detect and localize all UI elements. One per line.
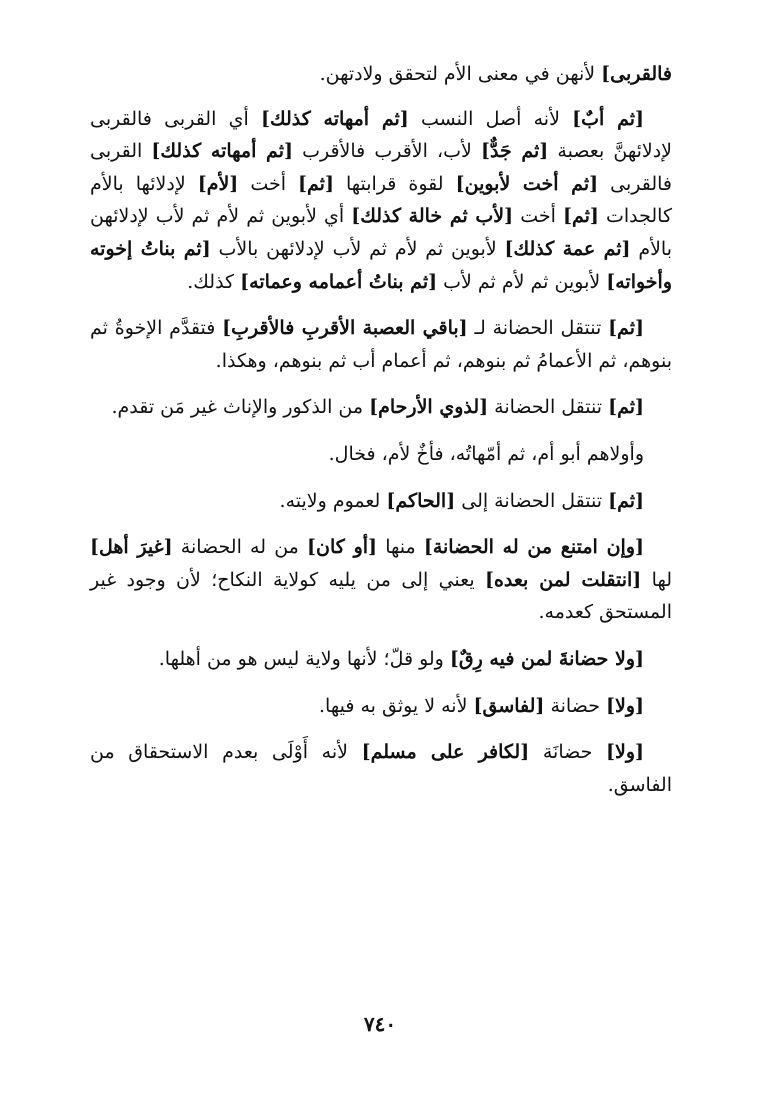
text-run: لعموم ولايته. [279, 489, 387, 512]
text-run: وأولاهم أبو أم، ثم أمّهاتُه، فأخٌ لأم، فخال. [328, 442, 644, 465]
paragraph [90, 485, 672, 518]
text-run: تنتقل الحضانة [488, 396, 609, 419]
text-run: لأب، الأقرب فالأقرب [292, 140, 481, 163]
text-run: ولو قلّ؛ لأنها ولاية ليس هو من أهلها. [158, 647, 450, 670]
text-run: أخت [238, 172, 299, 195]
text-run: كذلك. [187, 270, 241, 293]
paragraph [90, 58, 672, 91]
bold-text-run: [لذوي الأرحام] [369, 396, 489, 419]
bold-text-run: [لأب ثم خالة كذلك] [351, 205, 514, 228]
text-run: لأنه أصل النسب [408, 107, 573, 130]
paragraph [90, 690, 672, 723]
paragraph [90, 643, 672, 676]
bold-text-run: [أو كان] [307, 536, 378, 559]
paragraph [90, 312, 672, 377]
text-run: أي لأبوين ثم لأم ثم لأب لإدلائهن بالأم [90, 205, 672, 260]
text-run: حضانة [544, 694, 606, 717]
paragraph [90, 438, 672, 471]
bold-text-run: [ثم] [608, 396, 644, 419]
bold-text-run: [ثم عمة كذلك] [504, 237, 631, 260]
text-run: لأنهن في معنى الأم لتحقق ولادتهن. [319, 63, 602, 85]
text-run: لقوة قرابتها [333, 172, 456, 195]
bold-text-run: [ثم بناتُ أعمامه وعماته] [240, 270, 438, 293]
bold-text-run: [لأم] [197, 172, 239, 195]
bold-text-run: [الحاكم] [386, 489, 456, 512]
text-run: أخت [513, 205, 563, 228]
bold-text-run: [لفاسق] [473, 694, 545, 717]
bold-text-run: [انتقلت لمن بعده] [484, 568, 642, 591]
text-run: لأنه أَوْلَى بعدم الاستحقاق من الفاسق. [90, 741, 672, 796]
bold-text-run: [ولا حضانةَ لمن فيه رِقٌ] [449, 647, 644, 670]
page-body [90, 58, 672, 815]
bold-text-run: [ثم] [608, 489, 644, 512]
bold-text-run: [ثم أخت لأبوين] [455, 172, 599, 195]
text-run: لأنه لا يوثق به فيها. [319, 694, 474, 717]
bold-text-run: [ثم] [608, 317, 644, 340]
paragraph [90, 391, 672, 424]
bold-text-run: [باقي العصبة الأقربِ فالأقربِ] [222, 317, 468, 340]
bold-text-run: [ثم أمهاته كذلك] [260, 107, 409, 130]
text-run: لأبوين ثم لأم ثم لأب [437, 270, 607, 293]
text-run: حضانَة [529, 741, 606, 764]
bold-text-run: [ثم بناتُ إخوته وأخواته] [90, 237, 672, 293]
bold-text-run: [غيرَ أهل] [90, 536, 173, 559]
text-run: تنتقل الحضانة إلى [455, 489, 609, 512]
text-run: تنتقل الحضانة لـ [467, 317, 609, 340]
text-run: لإدلائها بالأم كالجدات [90, 172, 672, 228]
text-run: أي القربى فالقربى لإدلائهنَّ بعصبة [90, 107, 672, 163]
paragraph [90, 531, 672, 629]
bold-text-run: فالقربى] [601, 63, 672, 85]
bold-text-run: [ثم جَدٌّ] [480, 140, 549, 163]
paragraph [90, 736, 672, 801]
text-run: فتقدَّم الإخوةُ ثم بنوهم، ثم الأعمامُ ثم بنوهم، ثم أعمام أب ثم بنوهم، وهكذا. [90, 317, 672, 372]
page-number: ٧٤٠ [363, 1012, 397, 1036]
text-run: من الذكور والإناث غير مَن تقدم. [111, 396, 370, 419]
bold-text-run: [وإن امتنع من له الحضانة] [423, 536, 644, 559]
text-run: من له الحضانة [172, 536, 308, 559]
text-run: لأبوين ثم لأم ثم لأب لإدلائهن بالأب [210, 237, 505, 260]
text-run: منها [377, 536, 424, 559]
bold-text-run: [ثم] [562, 205, 599, 228]
bold-text-run: [ولا] [606, 741, 644, 764]
bold-text-run: [ثم] [298, 172, 334, 195]
text-run: القربى فالقربى [90, 140, 672, 195]
bold-text-run: [لكافر على مسلم] [361, 741, 530, 764]
paragraph [90, 103, 672, 299]
bold-text-run: [ثم أبٌ] [572, 107, 644, 130]
bold-text-run: [ولا] [606, 694, 644, 717]
bold-text-run: [ثم أمهاته كذلك] [151, 140, 293, 163]
text-run: يعني إلى من يليه كولاية النكاح؛ لأن وجود غير المستحق كعدمه. [90, 568, 672, 624]
text-run: لها [641, 568, 672, 591]
